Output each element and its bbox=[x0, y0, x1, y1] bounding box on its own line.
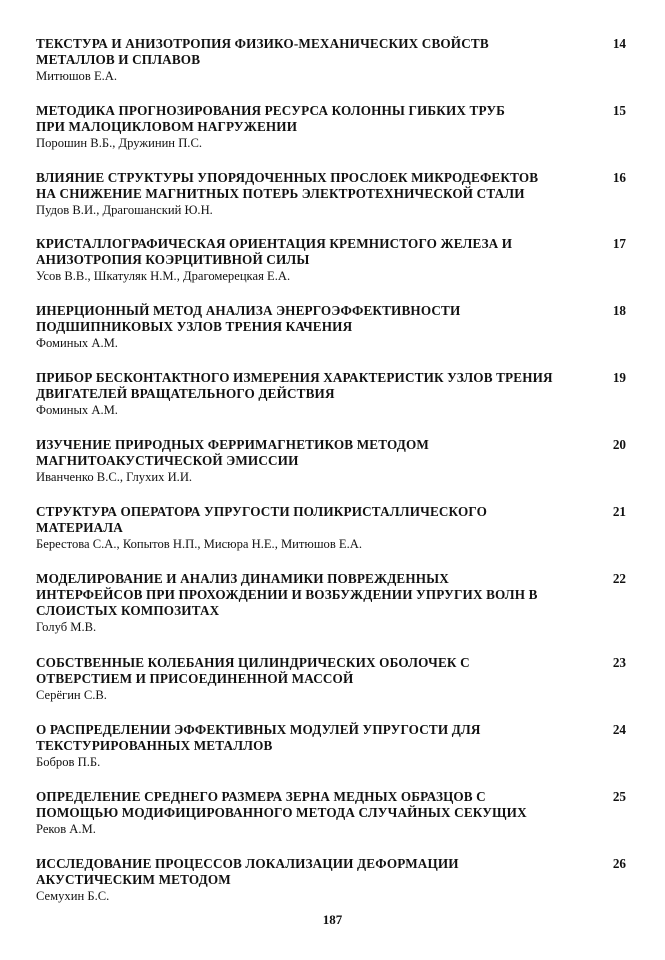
entry-title: ОПРЕДЕЛЕНИЕ СРЕДНЕГО РАЗМЕРА ЗЕРНА МЕДНЫХ ОБРАЗЦОВ С ПОМОЩЬЮ МОДИФИЦИРОВАННОГО МЕТОДА СЛУЧАЙНЫХ СЕКУЩИХ bbox=[36, 789, 527, 820]
toc-entry-17 bbox=[36, 236, 636, 284]
entry-title: ИССЛЕДОВАНИЕ ПРОЦЕССОВ ЛОКАЛИЗАЦИИ ДЕФОРМАЦИИ АКУСТИЧЕСКИМ МЕТОДОМ bbox=[36, 856, 459, 887]
entry-authors: Фоминых А.М. bbox=[36, 336, 118, 350]
entry-authors: Фоминых А.М. bbox=[36, 403, 118, 417]
entry-title: ИНЕРЦИОННЫЙ МЕТОД АНАЛИЗА ЭНЕРГОЭФФЕКТИВНОСТИ ПОДШИПНИКОВЫХ УЗЛОВ ТРЕНИЯ КАЧЕНИЯ bbox=[36, 303, 461, 334]
entry-authors: Бобров П.Б. bbox=[36, 755, 101, 769]
toc-entry-24 bbox=[36, 722, 636, 770]
toc-entry-19 bbox=[36, 370, 636, 418]
entry-title: О РАСПРЕДЕЛЕНИИ ЭФФЕКТИВНЫХ МОДУЛЕЙ УПРУГОСТИ ДЛЯ ТЕКСТУРИРОВАННЫХ МЕТАЛЛОВ bbox=[36, 722, 481, 753]
entry-authors: Пудов В.И., Драгошанский Ю.Н. bbox=[36, 203, 213, 217]
entry-page-number: 24 bbox=[612, 722, 626, 737]
entry-title: СТРУКТУРА ОПЕРАТОРА УПРУГОСТИ ПОЛИКРИСТАЛЛИЧЕСКОГО МАТЕРИАЛА bbox=[36, 504, 487, 535]
entry-page-number: 26 bbox=[612, 856, 626, 871]
toc-entry-15 bbox=[36, 103, 636, 151]
entry-page-number: 20 bbox=[612, 437, 626, 452]
entry-authors: Усов В.В., Шкатуляк Н.М., Драгомерецкая Е.А. bbox=[36, 269, 291, 283]
entry-title: ИЗУЧЕНИЕ ПРИРОДНЫХ ФЕРРИМАГНЕТИКОВ МЕТОДОМ МАГНИТОАКУСТИЧЕСКОЙ ЭМИССИИ bbox=[36, 437, 429, 468]
entry-page-number: 17 bbox=[612, 236, 626, 251]
entry-title: СОБСТВЕННЫЕ КОЛЕБАНИЯ ЦИЛИНДРИЧЕСКИХ ОБОЛОЧЕК С ОТВЕРСТИЕМ И ПРИСОЕДИНЕННОЙ МАССОЙ bbox=[36, 655, 470, 686]
entry-page-number: 25 bbox=[612, 789, 626, 804]
toc-entry-26 bbox=[36, 856, 636, 904]
entry-page-number: 16 bbox=[612, 170, 626, 185]
entry-page-number: 15 bbox=[612, 103, 626, 118]
entry-title: КРИСТАЛЛОГРАФИЧЕСКАЯ ОРИЕНТАЦИЯ КРЕМНИСТОГО ЖЕЛЕЗА И АНИЗОТРОПИЯ КОЭРЦИТИВНОЙ СИЛЫ bbox=[36, 236, 513, 267]
entry-page-number: 14 bbox=[612, 36, 626, 51]
entry-title: МОДЕЛИРОВАНИЕ И АНАЛИЗ ДИНАМИКИ ПОВРЕЖДЕННЫХ ИНТЕРФЕЙСОВ ПРИ ПРОХОЖДЕНИИ И ВОЗБУЖДЕНИИ УПРУГИХ ВОЛН В СЛОИСТЫХ КОМПОЗИТАХ bbox=[36, 571, 538, 618]
entry-authors: Голуб М.В. bbox=[36, 620, 97, 634]
toc-entry-25 bbox=[36, 789, 636, 837]
entry-authors: Митюшов Е.А. bbox=[36, 69, 118, 83]
toc-entry-18 bbox=[36, 303, 636, 351]
entry-page-number: 18 bbox=[612, 303, 626, 318]
page-footer-number: 187 bbox=[322, 912, 343, 927]
entry-authors: Берестова С.А., Копытов Н.П., Мисюра Н.Е., Митюшов Е.А. bbox=[36, 537, 363, 551]
entry-title: ТЕКСТУРА И АНИЗОТРОПИЯ ФИЗИКО-МЕХАНИЧЕСКИХ СВОЙСТВ МЕТАЛЛОВ И СПЛАВОВ bbox=[36, 36, 489, 67]
toc-entry-14 bbox=[36, 36, 636, 84]
entry-authors: Иванченко В.С., Глухих И.И. bbox=[36, 470, 193, 484]
entry-title: ВЛИЯНИЕ СТРУКТУРЫ УПОРЯДОЧЕННЫХ ПРОСЛОЕК МИКРОДЕФЕКТОВ НА СНИЖЕНИЕ МАГНИТНЫХ ПОТЕРЬ ЭЛЕКТРОТЕХНИЧЕСКОЙ СТАЛИ bbox=[36, 170, 539, 201]
toc-entry-16 bbox=[36, 170, 636, 218]
toc-entry-21 bbox=[36, 504, 636, 552]
entry-authors: Реков А.М. bbox=[36, 822, 96, 836]
entry-page-number: 21 bbox=[612, 504, 626, 519]
entry-title: МЕТОДИКА ПРОГНОЗИРОВАНИЯ РЕСУРСА КОЛОННЫ ГИБКИХ ТРУБ ПРИ МАЛОЦИКЛОВОМ НАГРУЖЕНИИ bbox=[36, 103, 506, 134]
entry-page-number: 22 bbox=[612, 571, 626, 586]
toc-entry-20 bbox=[36, 437, 636, 485]
entry-title: ПРИБОР БЕСКОНТАКТНОГО ИЗМЕРЕНИЯ ХАРАКТЕРИСТИК УЗЛОВ ТРЕНИЯ ДВИГАТЕЛЕЙ ВРАЩАТЕЛЬНОГО ДЕЙСТВИЯ bbox=[36, 370, 553, 401]
entry-page-number: 23 bbox=[612, 655, 626, 670]
entry-authors: Семухин Б.С. bbox=[36, 889, 110, 903]
entry-authors: Порошин В.Б., Дружинин П.С. bbox=[36, 136, 202, 150]
toc-entry-23 bbox=[36, 655, 636, 703]
toc-entry-22 bbox=[36, 571, 636, 635]
entry-page-number: 19 bbox=[612, 370, 626, 385]
entry-authors: Серёгин С.В. bbox=[36, 688, 107, 702]
